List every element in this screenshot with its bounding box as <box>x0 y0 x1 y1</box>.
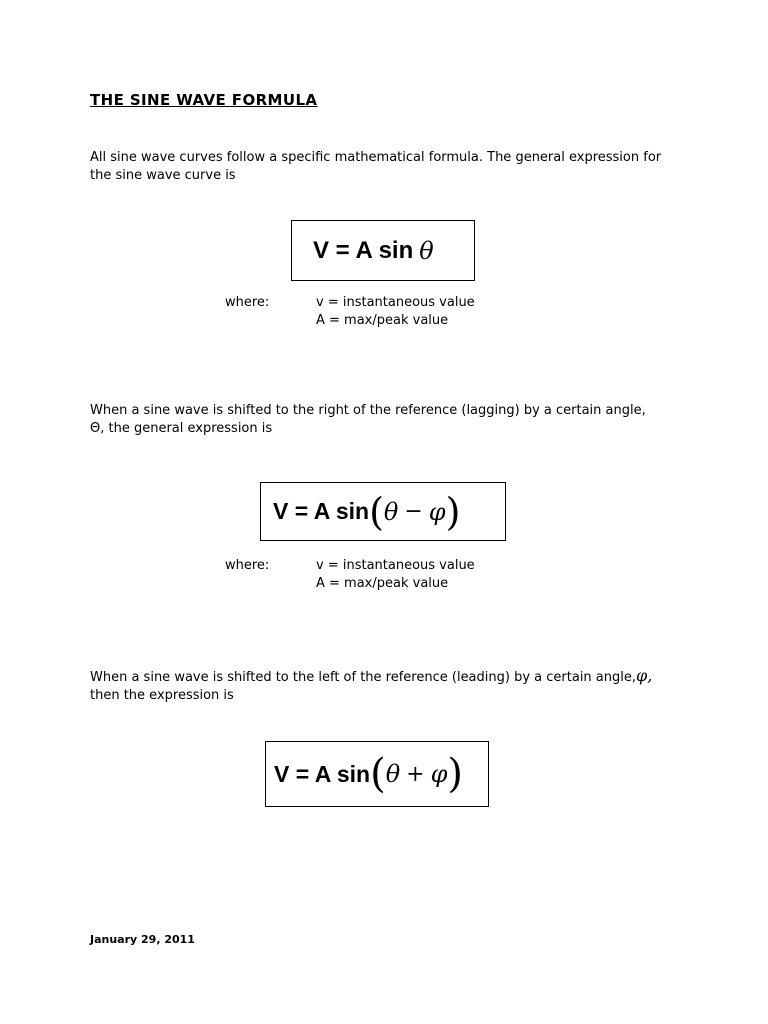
theta-symbol: θ <box>383 497 399 526</box>
theta-symbol: θ <box>419 236 434 265</box>
phi-symbol: φ <box>430 760 448 788</box>
formula-lhs: V = A sin <box>274 760 371 787</box>
lagging-paragraph <box>90 402 690 438</box>
lagging-line-2: Θ, the general expression is <box>90 421 273 436</box>
formula-box-basic <box>291 220 475 281</box>
plus-operator: + <box>406 761 425 787</box>
theta-symbol: θ <box>385 760 401 788</box>
intro-line-2: the sine wave curve is <box>90 168 236 183</box>
where-label: where: <box>225 558 270 573</box>
minus-operator: − <box>404 499 423 524</box>
page-title: THE SINE WAVE FORMULA <box>90 91 318 109</box>
formula-lhs: V = A sin <box>273 498 370 524</box>
phi-symbol: φ <box>428 497 446 526</box>
formula-box-lagging <box>260 482 506 541</box>
open-paren: ( <box>370 751 386 797</box>
intro-line-1: All sine wave curves follow a specific mathematical formula. The general expression for <box>90 150 662 165</box>
footer-date: January 29, 2011 <box>90 933 195 946</box>
phi-symbol: φ, <box>636 666 653 685</box>
definition-v: v = instantaneous value <box>316 558 475 573</box>
formula-lhs: V = A sin <box>313 236 414 264</box>
definition-a: A = max/peak value <box>316 576 449 591</box>
definition-a: A = max/peak value <box>316 313 449 328</box>
formula-box-leading <box>265 741 489 807</box>
lagging-line-1: When a sine wave is shifted to the right of the reference (lagging) by a certain angle, <box>90 403 646 418</box>
leading-line-1: When a sine wave is shifted to the left of the reference (leading) by a certain angle,φ, <box>90 666 653 685</box>
leading-paragraph <box>90 667 710 705</box>
definitions-list <box>316 294 475 330</box>
close-paren: ) <box>445 489 461 534</box>
leading-line-2: then the expression is <box>90 688 234 703</box>
definitions-list <box>316 557 475 593</box>
intro-paragraph <box>90 149 690 185</box>
close-paren: ) <box>447 751 463 797</box>
open-paren: ( <box>369 489 384 534</box>
where-label: where: <box>225 295 270 310</box>
definition-v: v = instantaneous value <box>316 295 475 310</box>
